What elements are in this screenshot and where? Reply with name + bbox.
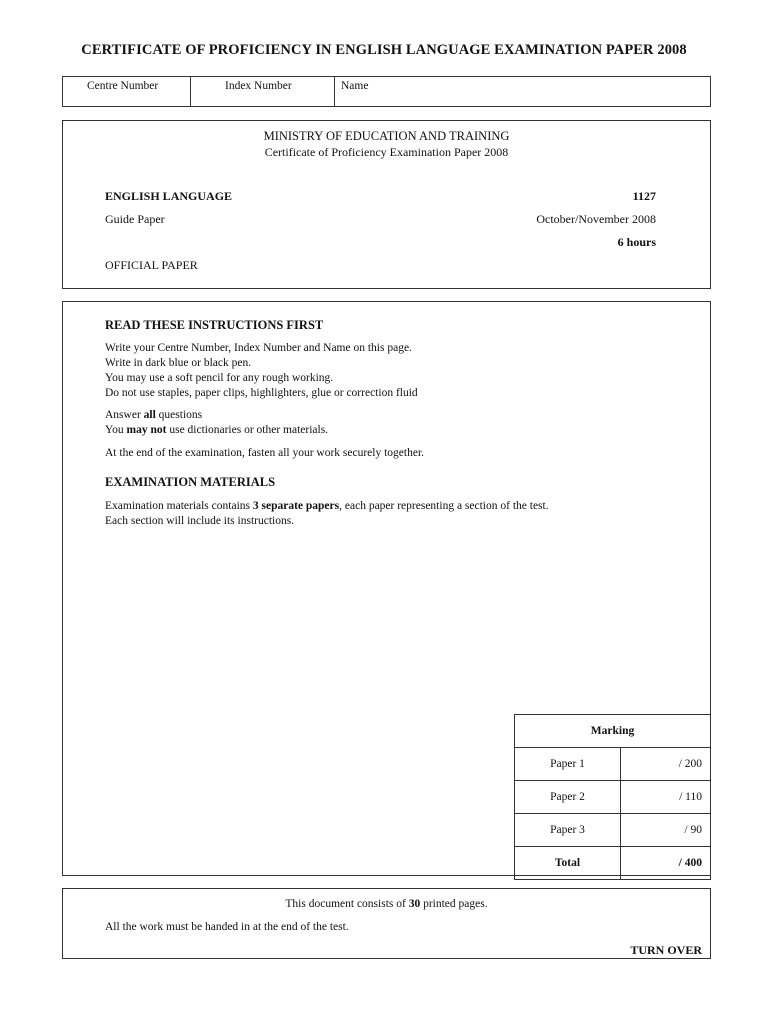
materials-heading: EXAMINATION MATERIALS — [105, 475, 276, 489]
hand-in-line: All the work must be handed in at the end of the test. — [105, 921, 349, 933]
subject-name: ENGLISH LANGUAGE — [105, 189, 233, 203]
materials-bold: 3 separate papers — [252, 500, 340, 512]
answer-all-line — [105, 408, 328, 423]
end-instruction: At the end of the examination, fasten all your work securely together. — [105, 447, 425, 459]
answer-post: questions — [155, 409, 203, 421]
instructions-box — [62, 301, 711, 876]
name-field[interactable] — [335, 77, 710, 106]
table-row — [515, 748, 711, 781]
marking-label: Paper 2 — [515, 781, 621, 814]
candidate-details-box — [62, 76, 711, 107]
you-bold: may not — [126, 424, 167, 436]
paper-status: OFFICIAL PAPER — [105, 258, 198, 272]
subject-code: 1127 — [632, 189, 656, 203]
paper-type: Guide Paper — [105, 212, 165, 226]
table-row — [515, 847, 711, 880]
name-label: Name — [341, 80, 369, 92]
pages-post: printed pages. — [420, 898, 488, 910]
marking-total-label: Total — [515, 847, 621, 880]
page-title: CERTIFICATE OF PROFICIENCY IN ENGLISH LANGUAGE EXAMINATION PAPER 2008 — [81, 42, 687, 58]
marking-value[interactable]: / 110 — [621, 781, 711, 814]
answer-bold: all — [143, 409, 156, 421]
materials-pre: Examination materials contains — [105, 500, 253, 512]
instruction-line: You may use a soft pencil for any rough working. — [105, 372, 334, 384]
materials-post: , each paper representing a section of the test. — [339, 500, 549, 512]
marking-table — [514, 714, 711, 880]
materials-line-2: Each section will include its instructions. — [105, 515, 295, 527]
footer-box — [62, 888, 711, 959]
page-count-line — [63, 898, 710, 910]
you-post: use dictionaries or other materials. — [166, 424, 329, 436]
answer-pre: Answer — [105, 409, 144, 421]
certificate-subtitle: Certificate of Proficiency Examination Paper 2008 — [264, 145, 509, 159]
you-pre: You — [105, 424, 127, 436]
marking-value[interactable]: / 90 — [621, 814, 711, 847]
marking-value[interactable]: / 200 — [621, 748, 711, 781]
centre-number-label: Centre Number — [87, 80, 159, 92]
index-number-label: Index Number — [225, 80, 292, 92]
marking-label: Paper 3 — [515, 814, 621, 847]
marking-label: Paper 1 — [515, 748, 621, 781]
materials-text — [105, 499, 549, 529]
instruction-line: Write your Centre Number, Index Number and Name on this page. — [105, 342, 412, 354]
may-not-line — [105, 423, 328, 438]
instructions-list — [105, 341, 418, 401]
materials-line — [105, 499, 549, 514]
pages-count: 30 — [408, 898, 421, 910]
ministry-title: MINISTRY OF EDUCATION AND TRAINING — [263, 129, 510, 143]
index-number-field[interactable] — [191, 77, 335, 106]
instruction-line: Write in dark blue or black pen. — [105, 357, 252, 369]
exam-header-box — [62, 120, 711, 289]
table-row — [515, 814, 711, 847]
table-row — [515, 781, 711, 814]
answer-instructions — [105, 408, 328, 438]
exam-duration: 6 hours — [617, 235, 656, 249]
instruction-line: Do not use staples, paper clips, highlighters, glue or correction fluid — [105, 387, 418, 399]
turn-over-label: TURN OVER — [630, 943, 702, 957]
instructions-heading: READ THESE INSTRUCTIONS FIRST — [105, 318, 324, 332]
pages-pre: This document consists of — [285, 898, 409, 910]
centre-number-field[interactable] — [63, 77, 191, 106]
marking-heading: Marking — [515, 715, 711, 748]
marking-total-value[interactable]: / 400 — [621, 847, 711, 880]
exam-session: October/November 2008 — [536, 212, 656, 226]
